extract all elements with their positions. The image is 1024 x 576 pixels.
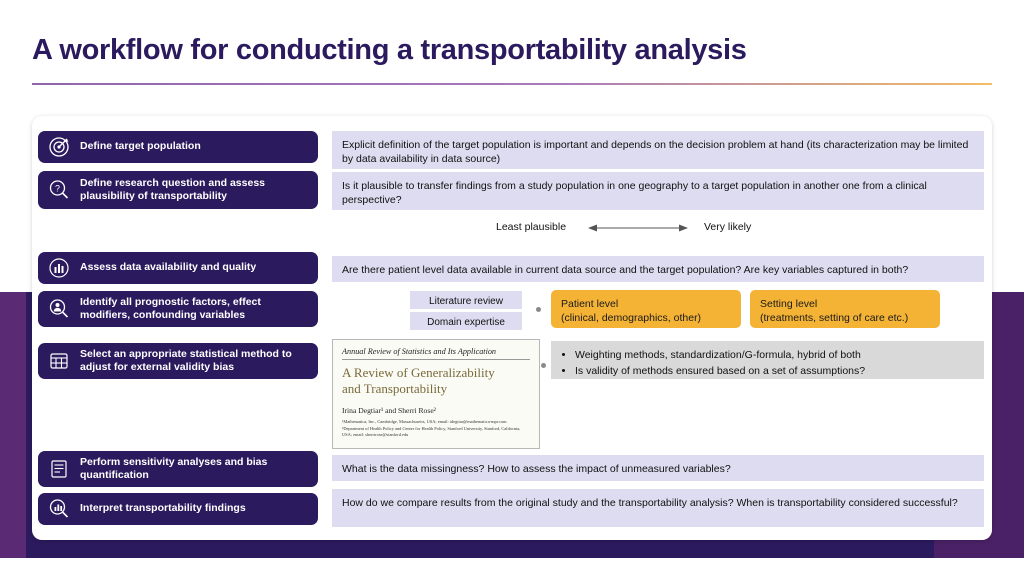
question-search-icon [44, 175, 74, 205]
factor-box-patient-level-detail: (clinical, demographics, other) [561, 312, 702, 325]
scale-arrow [588, 222, 688, 232]
step-label: Perform sensitivity analyses and bias quantification [80, 455, 268, 481]
journal-title-line1: A Review of Generalizability [342, 365, 495, 380]
journal-title [342, 365, 530, 396]
journal-affiliation-1: ¹Mathematica, Inc., Cambridge, Massachusetts, USA; email: idegtiar@mathematica-mpr.com [342, 419, 507, 425]
method-bullet: • Is validity of methods ensured based on a set of assumptions? [575, 364, 974, 378]
interpret-icon [44, 494, 74, 524]
step-select-statistical-method[interactable] [38, 343, 318, 379]
factor-box-setting-level-detail: (treatments, setting of care etc.) [760, 312, 909, 325]
title-divider [32, 83, 992, 85]
journal-cover [332, 339, 540, 449]
step-label: Assess data availability and quality [80, 261, 257, 274]
background-bottom-strip [0, 558, 1024, 576]
method-bullets-box [551, 341, 984, 379]
connector-dot [536, 307, 541, 312]
method-bullet: • Weighting methods, standardization/G-formula, hybrid of both [575, 348, 974, 362]
journal-series: Annual Review of Statistics and Its Application [342, 347, 530, 360]
step-label: Define target population [80, 140, 201, 153]
method-bullet-list [561, 348, 974, 378]
method-icon [44, 346, 74, 376]
sensitivity-question: What is the data missingness? How to assess the impact of unmeasured variables? [332, 455, 984, 481]
step-perform-sensitivity-analyses[interactable] [38, 451, 318, 487]
data-quality-icon [44, 253, 74, 283]
factor-box-setting-level-title: Setting level [760, 298, 818, 310]
page-title: A workflow for conducting a transportability analysis [32, 34, 747, 66]
step-define-research-question[interactable] [38, 171, 318, 209]
background-band-accent [0, 292, 26, 576]
factor-box-patient-level-title: Patient level [561, 298, 619, 310]
factor-box-patient-level [551, 290, 741, 328]
step-label: Select an appropriate statistical method to adjust for external validity bias [80, 347, 292, 373]
factors-icon [44, 294, 74, 324]
connector-dot [541, 363, 546, 368]
step-label: Define research question and assess plausibility of transportability [80, 176, 265, 202]
step-identify-prognostic-factors[interactable] [38, 291, 318, 327]
journal-title-line2: and Transportability [342, 380, 448, 396]
step-define-target-population[interactable] [38, 131, 318, 163]
step-assess-data-availability[interactable] [38, 252, 318, 284]
factor-box-setting-level [750, 290, 940, 328]
journal-authors: Irina Degtiar¹ and Sherri Rose² [342, 406, 436, 416]
source-literature-review: Literature review [410, 291, 522, 309]
target-population-description: Explicit definition of the target population is important and depends on the decision problem at hand (its characterization may be limited by data availability in data source) [332, 131, 984, 169]
svg-text:?: ? [54, 183, 61, 194]
data-availability-question: Are there patient level data available in current data source and the target population? Are key variables captured in both? [332, 256, 984, 282]
sensitivity-icon [44, 454, 74, 484]
step-label: Interpret transportability findings [80, 502, 246, 515]
source-domain-expertise: Domain expertise [410, 312, 522, 330]
target-icon [44, 132, 74, 162]
step-interpret-findings[interactable] [38, 493, 318, 525]
research-question-description: Is it plausible to transfer findings from a study population in one geography to a target population in another one from a clinical perspective? [332, 172, 984, 210]
journal-affiliation-2: ²Department of Health Policy and Center for Health Policy, Stanford University, Stanford, California, USA; email: sherrirose@stanford.edu [342, 425, 521, 438]
scale-label-very-likely: Very likely [704, 221, 752, 233]
interpret-question: How do we compare results from the original study and the transportability analysis? When is transportability considered successful? [332, 489, 984, 527]
step-label: Identify all prognostic factors, effect modifiers, confounding variables [80, 295, 261, 321]
scale-label-least-plausible: Least plausible [496, 221, 567, 233]
